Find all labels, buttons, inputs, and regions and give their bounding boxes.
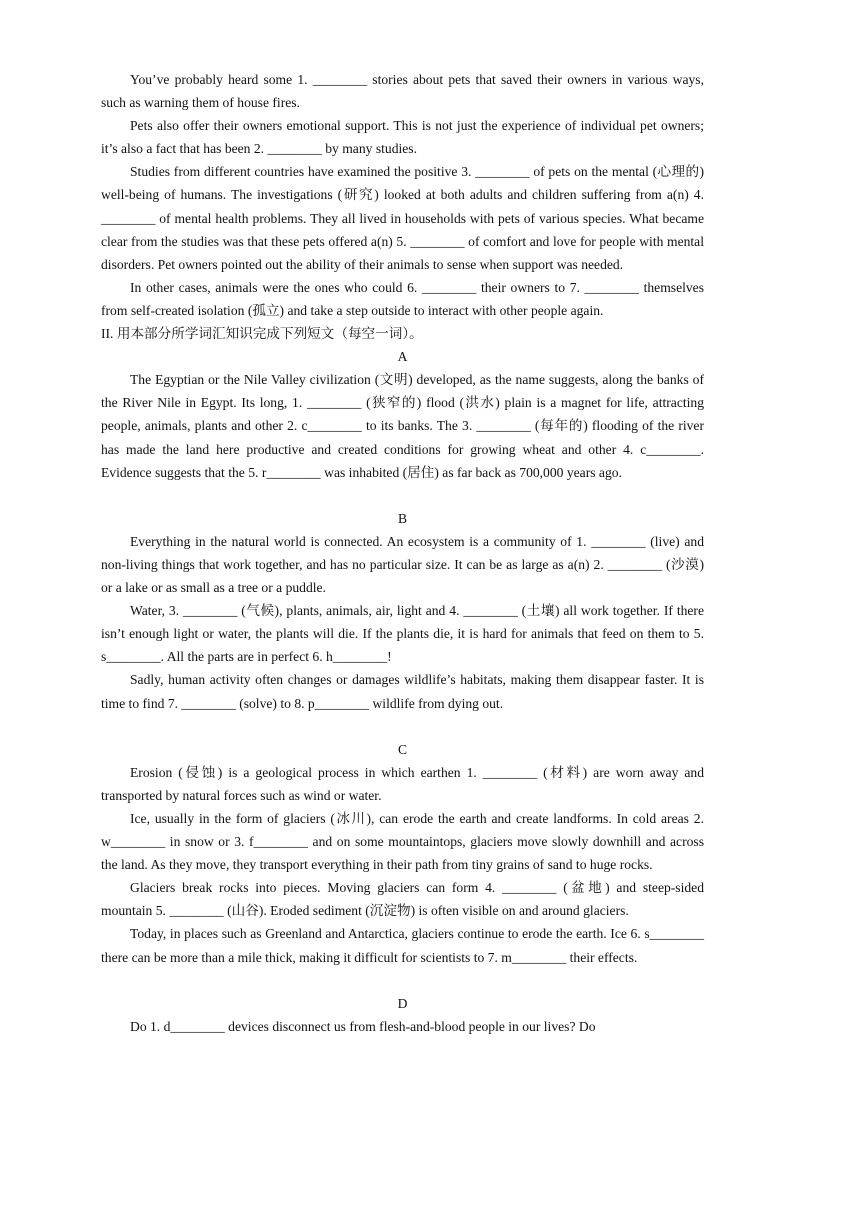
- section-letter: D: [397, 995, 408, 1011]
- paragraph: Ice, usually in the form of glaciers (冰川), can erode the earth and create landforms. In cold areas 2. w________ in snow or 3. f________ and on some mountaintops, glaciers move slowly downhill and across the land. As they move, they transport everything in their path from tiny grains of sand to huge rocks.: [101, 811, 704, 873]
- paragraph: Erosion (侵蚀) is a geological process in which earthen 1. ________ (材料) are worn away and transported by natural forces such as wind or water.: [101, 764, 704, 803]
- passage-intro: [101, 68, 704, 322]
- section-letter: A: [397, 349, 408, 365]
- document-page: [101, 68, 704, 1038]
- spacer: [101, 969, 704, 992]
- paragraph: Studies from different countries have examined the positive 3. ________ of pets on the mental (心理的) well-being of humans. The investigations (研究) looked at both adults and children suffering from a(n) 4. ________ of mental health problems. They all lived in households with pets of various species. What became clear from the studies was that these pets offered a(n) 5. ________ of comfort and love for people with mental disorders. Pet owners pointed out the ability of their animals to sense when support was needed.: [101, 164, 704, 272]
- paragraph: The Egyptian or the Nile Valley civilization (文明) developed, as the name suggests, along the banks of the River Nile in Egypt. Its long, 1. ________ (狭窄的) flood (洪水) plain is a magnet for life, attracting people, animals, plants and other 2. c________ to its banks. The 3. ________ (每年的) flooding of the river has made the land here productive and created conditions for growing wheat and other 4. c________. Evidence suggests that the 5. r________ was inhabited (居住) as far back as 700,000 years ago.: [101, 372, 704, 480]
- paragraph: You’ve probably heard some 1. ________ stories about pets that saved their owners in various ways, such as warning them of house fires.: [101, 72, 704, 111]
- section-a: [101, 345, 704, 484]
- paragraph: Do 1. d________ devices disconnect us from flesh-and-blood people in our lives? Do: [130, 1018, 596, 1034]
- paragraph: In other cases, animals were the ones who could 6. ________ their owners to 7. ________ themselves from self-created isolation (孤立) and take a step outside to interact with other people again.: [101, 279, 704, 318]
- section-c: [101, 738, 704, 969]
- spacer: [101, 484, 704, 507]
- section-letter: B: [397, 510, 408, 526]
- paragraph: Glaciers break rocks into pieces. Moving glaciers can form 4. ________ (盆地) and steep-sided mountain 5. ________ (山谷). Eroded sediment (沉淀物) is often visible on and around glaciers.: [101, 880, 704, 919]
- paragraph: Pets also offer their owners emotional support. This is not just the experience of individual pet owners; it’s also a fact that has been 2. ________ by many studies.: [101, 118, 704, 157]
- paragraph: Today, in places such as Greenland and Antarctica, glaciers continue to erode the earth. Ice 6. s________ there can be more than a mile thick, making it difficult for scientists to 7. m________ their effects.: [101, 926, 704, 965]
- paragraph: Water, 3. ________ (气候), plants, animals, air, light and 4. ________ (土壤) all work together. If there isn’t enough light or water, the plants will die. If the plants die, it is hard for animals that feed on them to 5. s________. All the parts are in perfect 6. h________!: [101, 603, 704, 665]
- section-b: [101, 507, 704, 715]
- paragraph: Everything in the natural world is connected. An ecosystem is a community of 1. ________ (live) and non-living things that work together, and has no particular size. It can be as large as a(n) 2. ________ (沙漠) or a lake or as small as a tree or a puddle.: [101, 533, 704, 596]
- spacer: [101, 715, 704, 738]
- paragraph: Sadly, human activity often changes or damages wildlife’s habitats, making them disappear faster. It is time to find 7. ________ (solve) to 8. p________ wildlife from dying out.: [101, 672, 704, 711]
- section-two-heading: II. 用本部分所学词汇知识完成下列短文（每空一词）。: [101, 326, 423, 342]
- section-letter: C: [397, 741, 408, 757]
- section-d: [101, 992, 704, 1038]
